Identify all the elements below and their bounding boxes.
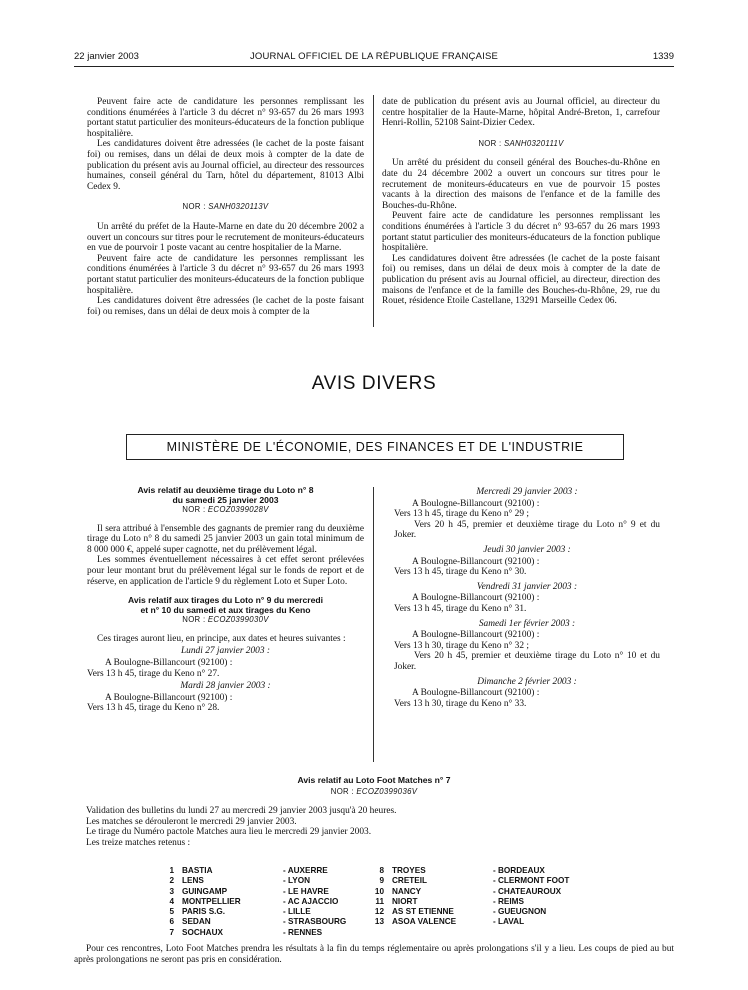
match-away: - CLERMONT FOOT	[493, 876, 570, 886]
match-home: TROYES	[392, 866, 426, 875]
draw-line: Vers 13 h 30, tirage du Keno n° 32 ;	[394, 640, 529, 651]
page-number: 1339	[652, 51, 674, 62]
draw-date: Mardi 28 janvier 2003 :	[180, 681, 271, 692]
draw-place: A Boulogne-Billancourt (92100) :	[412, 630, 540, 641]
draw-place: A Boulogne-Billancourt (92100) :	[412, 498, 540, 509]
match-home: MONTPELLIER	[182, 896, 241, 906]
avis-title: Avis relatif au Loto Foot Matches n° 7	[297, 775, 451, 785]
draw-date: Jeudi 30 janvier 2003 :	[483, 544, 571, 555]
match-number: 13	[374, 917, 384, 927]
match-home: ASOA VALENCE	[392, 917, 457, 927]
match-home: SEDAN	[182, 917, 211, 927]
text-line: Le tirage du Numéro pactole Matches aura lieu le mercredi 29 janvier 2003.	[86, 827, 372, 838]
draw-line: Vers 13 h 45, tirage du Keno n° 28.	[87, 703, 220, 714]
nor-code: ECOZ0399030V	[207, 615, 269, 625]
draw-place: A Boulogne-Billancourt (92100) :	[412, 593, 540, 604]
match-away: - REIMS	[493, 896, 524, 906]
match-home: AS ST ETIENNE	[392, 907, 454, 917]
match-home: SOCHAUX	[182, 927, 223, 937]
draw-line: Vers 20 h 45, premier et deuxième tirage du Loto n° 10 et du Joker.	[394, 651, 660, 672]
paragraph: Les candidatures doivent être adressées (le cachet de la poste faisant foi) ou remises, dans un délai de deux mois à compter de la date de publication du présent avis au Journal officiel, au directeur des ressources humaines, conseil général du Tarn, hôtel du département, 81013 Albi Cedex 9.	[87, 139, 364, 192]
match-away: - AUXERRE	[283, 866, 328, 875]
match-number: 4	[169, 896, 174, 906]
paragraph: Un arrêté du président du conseil général des Bouches-du-Rhône en date du 24 décembre 2002 a ouvert un concours sur titres pour le recrutement de moniteurs-éducateurs en vue de pourvoir 15 postes vacants à la direction des maisons de l'enfance et de la famille des Bouches-du-Rhône.	[382, 158, 660, 211]
draw-date: Lundi 27 janvier 2003 :	[180, 646, 271, 657]
paragraph: Peuvent faire acte de candidature les personnes remplissant les conditions énumérées à l'article 3 du décret n° 93-657 du 26 mars 1993 portant statut particulier des moniteurs-éducateurs de la fonction publique hospitalière.	[87, 253, 364, 296]
draw-line: Vers 20 h 45, premier et deuxième tirage du Loto n° 9 et du Joker.	[394, 519, 660, 541]
loto-foot-footer: Pour ces rencontres, Loto Foot Matches prendra les résultats à la fin du temps réglementaire ou après prolongations s'il y a lieu. Les coups de pied au but après prolongations ne seront pas pris en considération.	[74, 944, 674, 965]
draw-line: Vers 13 h 30, tirage du Keno n° 33.	[394, 698, 527, 709]
paragraph: date de publication du présent avis au Journal officiel, au directeur du centre hospitalier de la Haute-Marne, hôpital André-Breton, 1, carrefour Henri-Rollin, 52108 Saint-Dizier Cedex.	[382, 97, 660, 129]
paragraph: Peuvent faire acte de candidature les personnes remplissant les conditions énumérées à l'article 3 du décret n° 93-657 du 26 mars 1993 portant statut particulier des moniteurs-éducateurs de la fonction publique hospitalière.	[382, 211, 660, 254]
match-number: 7	[169, 927, 174, 937]
paragraph: Un arrêté du préfet de la Haute-Marne en date du 20 décembre 2002 a ouvert un concours sur titres pour le recrutement de moniteurs-éducateurs en vue de pourvoir 1 poste vacant au centre hospitalier de la Marne.	[87, 221, 364, 254]
match-home: PARIS S.G.	[182, 907, 226, 917]
journal-title: JOURNAL OFFICIEL DE LA RÉPUBLIQUE FRANÇAISE	[249, 51, 499, 62]
match-away: - STRASBOURG	[283, 917, 347, 927]
match-number: 12	[374, 907, 384, 917]
left-column	[87, 97, 364, 317]
text-line: Les matches se dérouleront le mercredi 29 janvier 2003.	[86, 816, 297, 827]
match-away: - CHATEAUROUX	[493, 886, 562, 896]
match-home: GUINGAMP	[182, 886, 228, 896]
issue-date: 22 janvier 2003	[74, 51, 139, 62]
avis-title: Avis relatif aux tirages du Loto n° 9 du mercredi	[127, 595, 324, 606]
paragraph: Il sera attribué à l'ensemble des gagnants de premier rang du deuxième tirage du Loto n° 8 du samedi 25 janvier 2003 un gain total minimum de 8 000 000 €, appelé super cagnotte, net du prélèvement légal.	[87, 523, 364, 555]
match-number: 2	[169, 876, 174, 886]
match-away: - AC AJACCIO	[283, 896, 339, 906]
draw-place: A Boulogne-Billancourt (92100) :	[105, 692, 233, 703]
paragraph: Les sommes éventuellement nécessaires à cet effet seront prélevées pour leur montant brut du prélèvement légal sur le fonds de report et de réserve, en application de l'article 9 du règlement Loto et Super Loto.	[87, 555, 364, 587]
draw-place: A Boulogne-Billancourt (92100) :	[412, 688, 540, 699]
match-away: - GUEUGNON	[493, 907, 547, 917]
nor-reference: NOR : ECOZ0399030V	[182, 615, 269, 625]
match-home: LENS	[182, 876, 204, 886]
nor-code: SANH0320111V	[503, 138, 564, 148]
draw-date: Mercredi 29 janvier 2003 :	[476, 487, 578, 497]
nor-code: ECOZ0399036V	[356, 787, 418, 796]
lower-left-column	[87, 485, 364, 714]
match-home: NANCY	[392, 886, 422, 896]
draw-line: Vers 13 h 45, tirage du Keno n° 29 ;	[394, 509, 529, 520]
match-number: 11	[375, 896, 384, 906]
paragraph: Ces tirages auront lieu, en principe, aux dates et heures suivantes :	[97, 633, 346, 644]
lower-right-column	[394, 487, 660, 709]
paragraph: Peuvent faire acte de candidature les personnes remplissant les conditions énumérées à l'article 3 du décret n° 93-657 du 26 mars 1993 portant statut particulier des moniteurs-éducateurs de la fonction publique hospitalière.	[87, 97, 364, 139]
match-number: 9	[379, 876, 384, 886]
match-away: - LYON	[283, 876, 310, 886]
header-rule	[74, 66, 674, 67]
draw-date: Dimanche 2 février 2003 :	[477, 676, 577, 687]
match-number: 3	[169, 886, 174, 896]
avis-title: Avis relatif au deuxième tirage du Loto n° 8	[137, 485, 314, 495]
avis-subtitle: et n° 10 du samedi et aux tirages du Keno	[140, 605, 311, 616]
nor-reference: NOR : ECOZ0399036V	[330, 787, 418, 796]
draw-place: A Boulogne-Billancourt (92100) :	[412, 556, 540, 567]
match-number: 1	[169, 866, 174, 875]
avis-subtitle: du samedi 25 janvier 2003	[172, 495, 279, 505]
match-away: - BORDEAUX	[493, 866, 545, 875]
match-away: - LAVAL	[493, 917, 525, 927]
paragraph: Les candidatures doivent être adressées (le cachet de la poste faisant foi) ou remises, dans un délai de deux mois à compter de la date de publication du présent avis au Journal officiel, au directeur, direction des maisons de l'enfance et de la famille des Bouches-du-Rhône, 29, rue du Rouet, résidence Etoile Castellane, 13291 Marseille Cedex 06.	[382, 253, 660, 307]
right-column	[382, 97, 660, 307]
nor-code: ECOZ0399028V	[207, 505, 269, 514]
text-line: Les treize matches retenus :	[86, 837, 191, 848]
nor-reference: NOR : ECOZ0399028V	[182, 505, 269, 514]
column-divider	[373, 95, 374, 327]
section-title: AVIS DIVERS	[311, 373, 437, 394]
nor-reference: NOR : SANH0320111V	[478, 138, 564, 148]
match-away: - RENNES	[283, 927, 323, 937]
paragraph: Les candidatures doivent être adressées (le cachet de la poste faisant foi) ou remises, dans un délai de deux mois à compter de la	[87, 296, 364, 317]
draw-date: Samedi 1er février 2003 :	[478, 618, 576, 629]
match-away: - LE HAVRE	[283, 886, 329, 896]
draw-line: Vers 13 h 45, tirage du Keno n° 31.	[394, 603, 527, 614]
match-away: - LILLE	[283, 907, 311, 917]
match-home: NIORT	[392, 896, 418, 906]
match-number: 10	[374, 886, 384, 896]
draw-line: Vers 13 h 45, tirage du Keno n° 30.	[394, 567, 527, 578]
match-number: 5	[169, 907, 174, 917]
draw-place: A Boulogne-Billancourt (92100) :	[105, 657, 233, 668]
match-number: 6	[169, 917, 174, 927]
nor-code: SANH0320113V	[208, 202, 269, 212]
text-line: Validation des bulletins du lundi 27 au mercredi 29 janvier 2003 jusqu'à 20 heures.	[86, 806, 397, 816]
nor-reference: NOR : SANH0320113V	[182, 202, 269, 212]
column-divider	[373, 487, 374, 762]
ministry-banner: MINISTÈRE DE L'ÉCONOMIE, DES FINANCES ET DE L'INDUSTRIE	[126, 434, 624, 460]
loto-foot-intro	[86, 806, 674, 848]
draw-date: Vendredi 31 janvier 2003 :	[476, 581, 578, 592]
page-header	[74, 51, 674, 65]
match-home: CRETEIL	[392, 876, 428, 886]
match-number: 8	[379, 866, 384, 875]
draw-line: Vers 13 h 45, tirage du Keno n° 27.	[87, 668, 220, 679]
match-home: BASTIA	[182, 866, 213, 875]
